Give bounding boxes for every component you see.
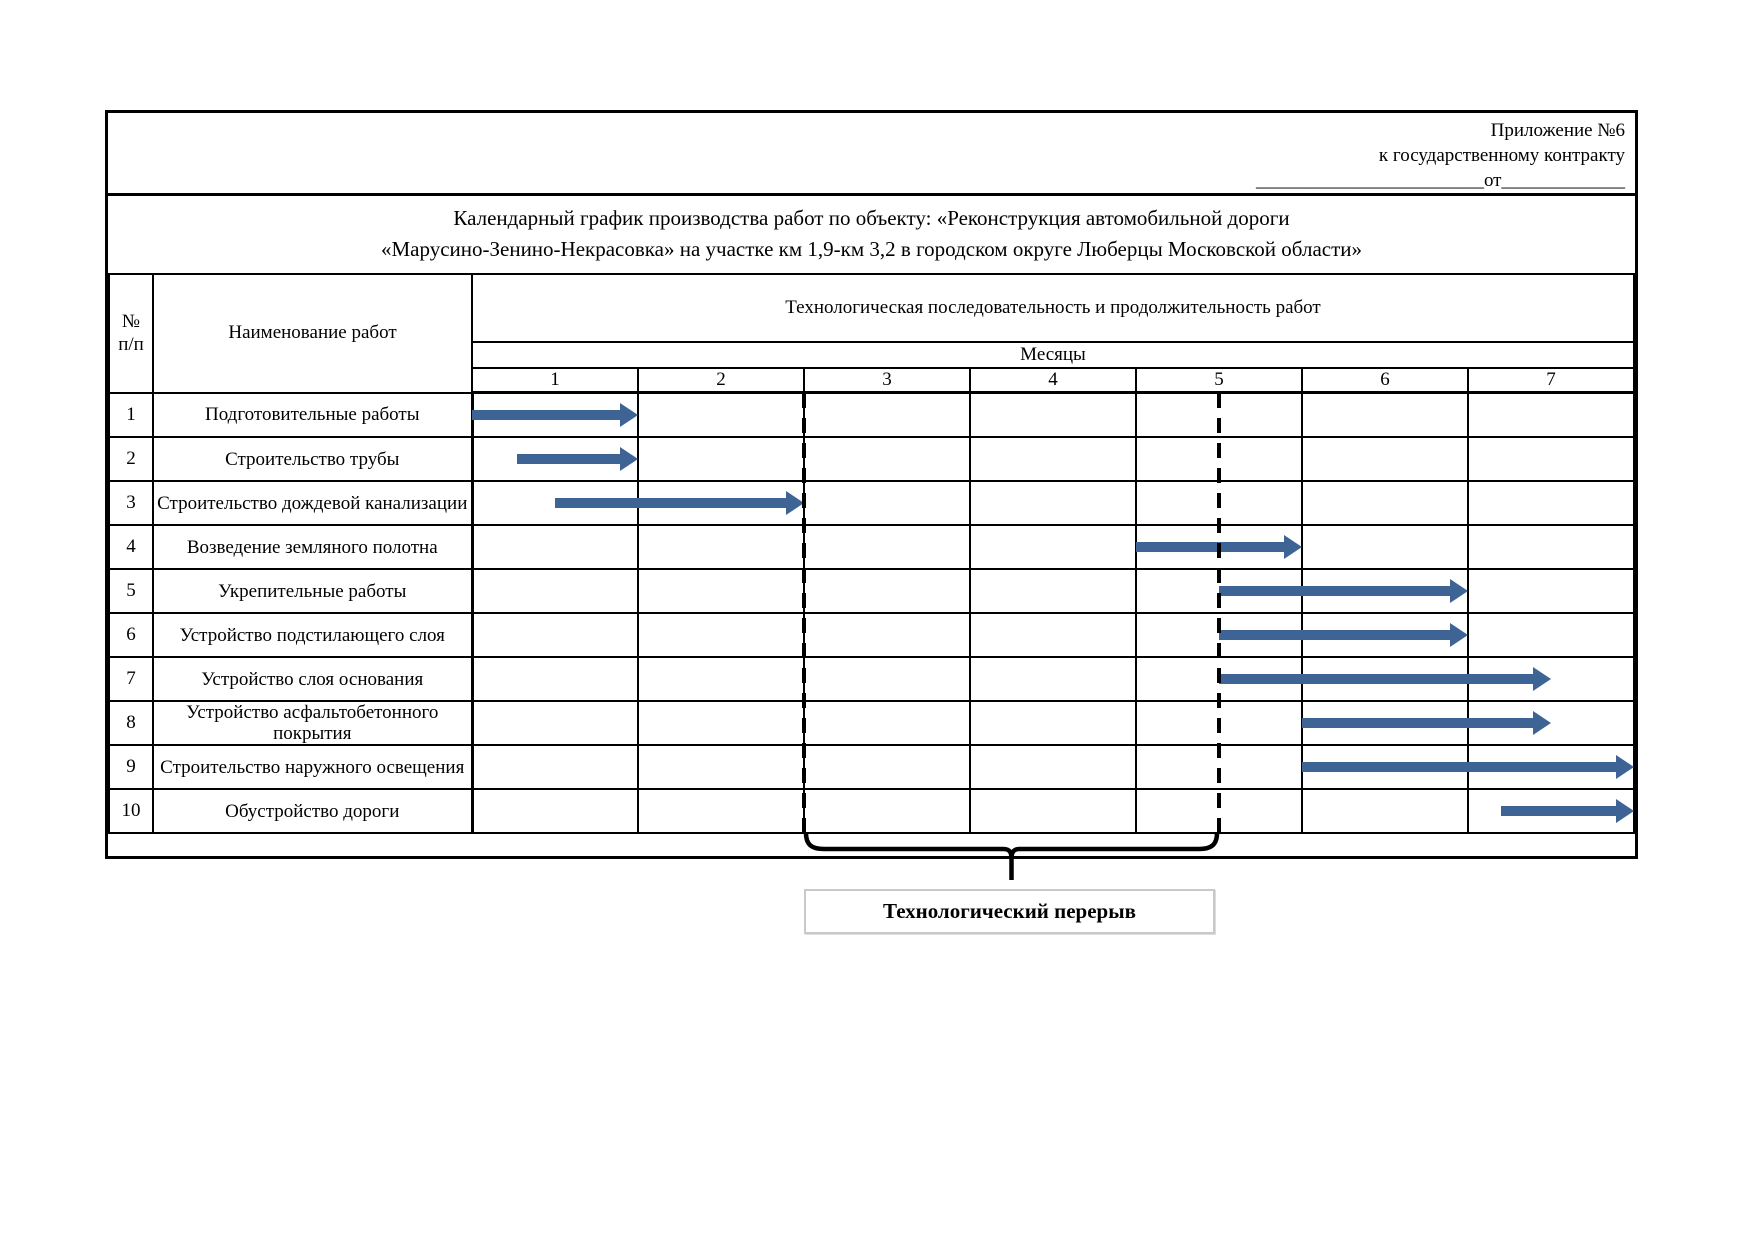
appendix-line-1: Приложение №6 [1490, 120, 1625, 141]
month-number: 6 [1302, 368, 1468, 393]
row-number: 8 [109, 701, 153, 745]
technological-break-text: Технологический перерыв [883, 899, 1136, 923]
month-cell [638, 437, 804, 481]
gantt-bar [1302, 762, 1618, 772]
work-name: Устройство подстилающего слоя [153, 613, 472, 657]
row-number: 10 [109, 789, 153, 833]
month-cell [1302, 393, 1468, 438]
work-name: Возведение земляного полотна [153, 525, 472, 569]
per-item-label: п/п [118, 334, 144, 356]
month-cell [970, 481, 1136, 525]
month-cell [1302, 437, 1468, 481]
month-number: 3 [804, 368, 970, 393]
month-cell [970, 701, 1136, 745]
month-cell [970, 437, 1136, 481]
month-number: 2 [638, 368, 804, 393]
months-header: Месяцы [472, 342, 1634, 368]
gantt-bar [1302, 718, 1535, 728]
month-number: 1 [472, 368, 638, 393]
table-row [109, 789, 1634, 833]
gantt-bar [1136, 542, 1286, 552]
row-number: 3 [109, 481, 153, 525]
month-cell [472, 657, 638, 701]
document-frame [105, 110, 1638, 859]
column-header-work-name: Наименование работ [153, 274, 472, 393]
appendix-date-line: ________________________от_____________ [1255, 170, 1625, 191]
table-row [109, 437, 1634, 481]
month-cell [1468, 613, 1634, 657]
month-cell [472, 525, 638, 569]
table-row [109, 525, 1634, 569]
column-header-sequence: Технологическая последовательность и продолжительность работ [472, 274, 1634, 342]
month-cell [804, 525, 970, 569]
row-number: 9 [109, 745, 153, 789]
gantt-bar [1219, 674, 1535, 684]
month-cell [472, 745, 638, 789]
month-cell [970, 789, 1136, 833]
month-cell [804, 437, 970, 481]
month-cell [970, 393, 1136, 438]
month-cell [804, 701, 970, 745]
month-number: 4 [970, 368, 1136, 393]
schedule-table [108, 273, 1635, 834]
gantt-bar-arrowhead-icon [1616, 755, 1634, 779]
row-number: 4 [109, 525, 153, 569]
gantt-bar [555, 498, 788, 508]
month-cell [1302, 525, 1468, 569]
month-cell [970, 613, 1136, 657]
work-name: Строительство дождевой канализации [153, 481, 472, 525]
gantt-bar-arrowhead-icon [1284, 535, 1302, 559]
gantt-bar-arrowhead-icon [1450, 623, 1468, 647]
gantt-bar-arrowhead-icon [620, 447, 638, 471]
gantt-bar [472, 410, 622, 420]
work-name: Строительство наружного освещения [153, 745, 472, 789]
month-cell [1302, 481, 1468, 525]
month-cell [804, 393, 970, 438]
gantt-bar [517, 454, 622, 464]
month-cell [804, 481, 970, 525]
month-cell [1302, 789, 1468, 833]
row-number: 7 [109, 657, 153, 701]
break-bracket [804, 833, 1219, 885]
table-row [109, 481, 1634, 525]
month-cell [638, 701, 804, 745]
table-row [109, 393, 1634, 438]
appendix-header [108, 113, 1635, 196]
document-title [108, 196, 1635, 273]
gantt-bar-arrowhead-icon [1533, 667, 1551, 691]
month-cell [472, 701, 638, 745]
month-cell [970, 569, 1136, 613]
month-cell [1468, 393, 1634, 438]
month-cell [638, 745, 804, 789]
month-cell [804, 789, 970, 833]
month-cell [638, 393, 804, 438]
month-number: 7 [1468, 368, 1634, 393]
work-name: Устройство асфальтобетонного покрытия [153, 701, 472, 745]
work-name: Подготовительные работы [153, 393, 472, 438]
month-cell [804, 657, 970, 701]
work-name: Устройство слоя основания [153, 657, 472, 701]
month-cell [970, 745, 1136, 789]
break-boundary-dashed-line [802, 393, 806, 834]
month-cell [804, 613, 970, 657]
row-number: 2 [109, 437, 153, 481]
month-number: 5 [1136, 368, 1302, 393]
month-cell [472, 569, 638, 613]
month-cell [472, 789, 638, 833]
gantt-bar [1219, 630, 1452, 640]
row-number: 1 [109, 393, 153, 438]
month-cell [1468, 525, 1634, 569]
month-cell [804, 569, 970, 613]
technological-break-label [804, 889, 1215, 934]
gantt-bar [1219, 586, 1452, 596]
month-cell [638, 613, 804, 657]
document-title-line-2: «Марусино-Зенино-Некрасовка» на участке км 1,9-км 3,2 в городском округе Люберцы Московской области» [380, 237, 1362, 261]
month-cell [1468, 569, 1634, 613]
month-cell [472, 613, 638, 657]
month-cell [1468, 481, 1634, 525]
gantt-bar-arrowhead-icon [1616, 799, 1634, 823]
month-cell [970, 657, 1136, 701]
work-name: Обустройство дороги [153, 789, 472, 833]
month-cell [1468, 437, 1634, 481]
row-number: 5 [109, 569, 153, 613]
appendix-line-2: к государственному контракту [1378, 145, 1625, 166]
work-name: Строительство трубы [153, 437, 472, 481]
month-cell [638, 789, 804, 833]
break-boundary-dashed-line [1217, 393, 1221, 834]
document-title-line-1: Календарный график производства работ по объекту: «Реконструкция автомобильной дороги [453, 206, 1290, 230]
month-cell [638, 657, 804, 701]
work-name: Укрепительные работы [153, 569, 472, 613]
row-number: 6 [109, 613, 153, 657]
month-cell [638, 569, 804, 613]
number-sign: № [121, 311, 141, 333]
gantt-bar-arrowhead-icon [620, 403, 638, 427]
column-header-number [109, 274, 153, 393]
gantt-bar-arrowhead-icon [1450, 579, 1468, 603]
gantt-bar [1501, 806, 1618, 816]
gantt-bar-arrowhead-icon [1533, 711, 1551, 735]
month-cell [970, 525, 1136, 569]
month-cell [804, 745, 970, 789]
month-cell [638, 525, 804, 569]
